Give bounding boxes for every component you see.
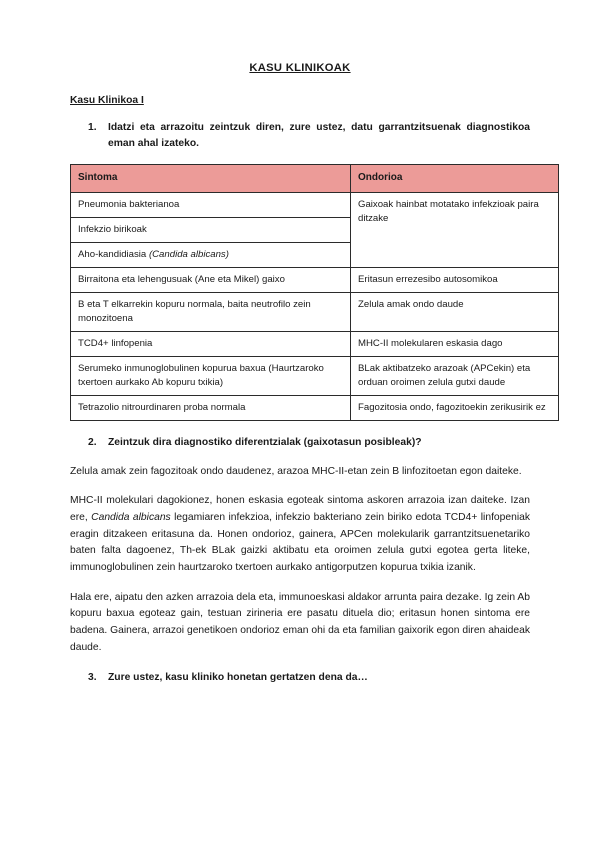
question-item-2 <box>70 435 530 451</box>
table-row <box>71 395 559 420</box>
column-header-consequence: Ondorioa <box>351 165 559 193</box>
question-text-2: Zeintzuk dira diagnostiko diferentzialak (gaixotasun posibleak)? <box>108 436 422 448</box>
table-body <box>71 192 559 420</box>
cell-consequence: Zelula amak ondo daude <box>351 292 559 331</box>
question-item-3 <box>70 670 530 686</box>
paragraph-2 <box>70 493 530 576</box>
cell-consequence: BLak aktibatzeko arazoak (APCekin) eta orduan oroimen zelula gutxi daude <box>351 356 559 395</box>
question-text-1: Idatzi eta arrazoitu zeintzuk diren, zure ustez, datu garrantzitsuenak diagnostikoa eman ahal izateko. <box>108 122 530 149</box>
table-row <box>71 331 559 356</box>
cell-symptom-species-name: (Candida albicans) <box>148 248 229 260</box>
cell-symptom: Pneumonia bakterianoa <box>71 192 351 217</box>
table-row <box>71 292 559 331</box>
table-row <box>71 192 559 217</box>
cell-consequence: Gaixoak hainbat motatako infekzioak paira ditzake <box>351 192 559 267</box>
cell-symptom: Aho-kandidiasia (Candida albicans) <box>71 242 351 267</box>
cell-symptom: B eta T elkarrekin kopuru normala, baita neutrofilo zein monozitoena <box>71 292 351 331</box>
table-row <box>71 356 559 395</box>
paragraph-2-part-1: MHC-II molekulari dagokionez, honen eskasia egoteak sintoma askoren arrazoia izan daiteke. Izan ere, <box>70 495 530 523</box>
question-item-1 <box>70 120 530 151</box>
cell-symptom: Infekzio birikoak <box>71 217 351 242</box>
page-title: KASU KLINIKOAK <box>249 62 351 74</box>
symptom-consequence-table <box>70 164 559 421</box>
table-row <box>71 267 559 292</box>
question-number-2: 2. <box>88 436 97 448</box>
question-number-1: 1. <box>88 122 97 133</box>
cell-consequence: MHC-II molekularen eskasia dago <box>351 331 559 356</box>
paragraph-3: Hala ere, aipatu den azken arrazoia dela eta, immunoeskasi aldakor arrunta paira dezake. Ig zein Ab kopuru baxua egoteaz gain, testuan zirineria ere pasatu dituela dio; eritasun honen sintoma ere badena. Gainera, arrazoi genetikoen ondorioz eman ohi da eta familian gaixorik egon diren ahaideak daude. <box>70 591 530 653</box>
question-number-3: 3. <box>88 672 97 684</box>
paragraph-2-part-2: legamiaren infekzioa, infekzio bakteriano zein biriko edota TCD4+ linfopeniak eragin ditzakeen eritasuna da. Honen ondorioz, gainera, APCen molekularik garrantzitsuenetariko baten falta dagoenez, Th-ek BLak gaizki aktibatu eta oroimen zelula gutxi egotea gerta liteke, immunoglobulinen zein haurtzaroko txertoen aurkako antigorputzen kopurua txikia izanik. <box>70 511 530 573</box>
paragraph-1: Zelula amak zein fagozitoak ondo daudenez, arazoa MHC-II-etan zein B linfozitoetan egon daiteke. <box>70 465 522 477</box>
section-heading: Kasu Klinikoa I <box>70 95 144 106</box>
column-header-symptom: Sintoma <box>71 165 351 193</box>
cell-consequence: Eritasun errezesibo autosomikoa <box>351 267 559 292</box>
question-text-3: Zure ustez, kasu kliniko honetan gertatzen dena da… <box>108 672 368 684</box>
paragraph-2-species-name: Candida albicans <box>91 511 171 523</box>
cell-consequence: Fagozitosia ondo, fagozitoekin zerikusirik ez <box>351 395 559 420</box>
cell-symptom: Serumeko inmunoglobulinen kopurua baxua (Haurtzaroko txertoen aurkako Ab kopuru txikia) <box>71 356 351 395</box>
cell-symptom: Birraitona eta lehengusuak (Ane eta Mikel) gaixo <box>71 267 351 292</box>
cell-symptom: TCD4+ linfopenia <box>71 331 351 356</box>
table-header-row <box>71 165 559 193</box>
cell-symptom: Tetrazolio nitrourdinaren proba normala <box>71 395 351 420</box>
